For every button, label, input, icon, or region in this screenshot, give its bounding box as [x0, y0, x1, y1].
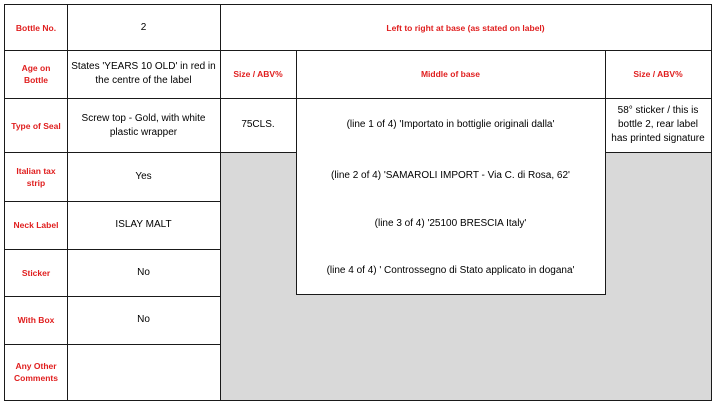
border-row-6 — [5, 296, 220, 297]
border-col-4-upper — [605, 50, 606, 295]
grey-area-left — [220, 152, 296, 400]
value-neck-label: ISLAY MALT — [115, 219, 172, 230]
base-line-4: (line 4 of 4) ' Controssegno di Stato applicato in dogana' — [326, 265, 575, 276]
base-right-value: 58° sticker / this is bottle 2, rear label has printed signature — [611, 105, 705, 144]
border-right — [711, 4, 712, 401]
base-left-value: 75CLS. — [241, 119, 275, 130]
border-row-5 — [5, 249, 220, 250]
border-col-2 — [220, 4, 221, 401]
border-base-bottom — [296, 294, 606, 295]
border-row-7 — [5, 344, 220, 345]
value-bottle-no: 2 — [140, 21, 147, 33]
value-any-other-comments — [67, 344, 220, 400]
border-row-4 — [5, 201, 220, 202]
value-with-box: No — [137, 314, 150, 325]
border-top — [5, 4, 712, 5]
border-bottom — [5, 400, 712, 401]
value-type-of-seal: Screw top - Gold, with white plastic wrapper — [81, 112, 206, 138]
label-with-box: With Box — [17, 315, 55, 325]
base-line-1: (line 1 of 4) 'Importato in bottiglie originali dalla' — [346, 119, 555, 130]
label-type-of-seal: Type of Seal — [11, 120, 61, 131]
border-col-3-upper — [296, 50, 297, 295]
value-italian-tax-strip: Yes — [135, 171, 152, 182]
border-row-3-left-grey — [220, 152, 296, 153]
header-size-abv-right: Size / ABV% — [633, 69, 683, 79]
border-row-3 — [5, 152, 220, 153]
header-size-abv-left: Size / ABV% — [233, 69, 283, 79]
base-heading: Left to right at base (as stated on label) — [386, 22, 545, 33]
value-sticker: No — [137, 266, 150, 278]
label-sticker: Sticker — [21, 267, 51, 278]
grey-area-bottom — [296, 294, 605, 400]
border-left — [4, 4, 5, 401]
label-bottle-no: Bottle No. — [15, 22, 57, 33]
border-col-1 — [67, 4, 68, 401]
label-italian-tax-strip: Italian tax strip — [16, 166, 56, 188]
label-any-other-comments: Any Other Comments — [14, 361, 58, 383]
base-line-3: (line 3 of 4) '25100 BRESCIA Italy' — [374, 218, 527, 229]
label-neck-label: Neck Label — [13, 220, 59, 230]
label-age-on-bottle: Age on Bottle — [21, 63, 51, 85]
grey-area-right — [605, 152, 711, 400]
border-row-3-right-grey — [605, 152, 712, 153]
header-middle-of-base: Middle of base — [420, 69, 481, 79]
value-age-on-bottle: States 'YEARS 10 OLD' in red in the centre of the label — [71, 61, 216, 86]
base-line-2: (line 2 of 4) 'SAMAROLI IMPORT - Via C. di Rosa, 62' — [331, 170, 570, 181]
